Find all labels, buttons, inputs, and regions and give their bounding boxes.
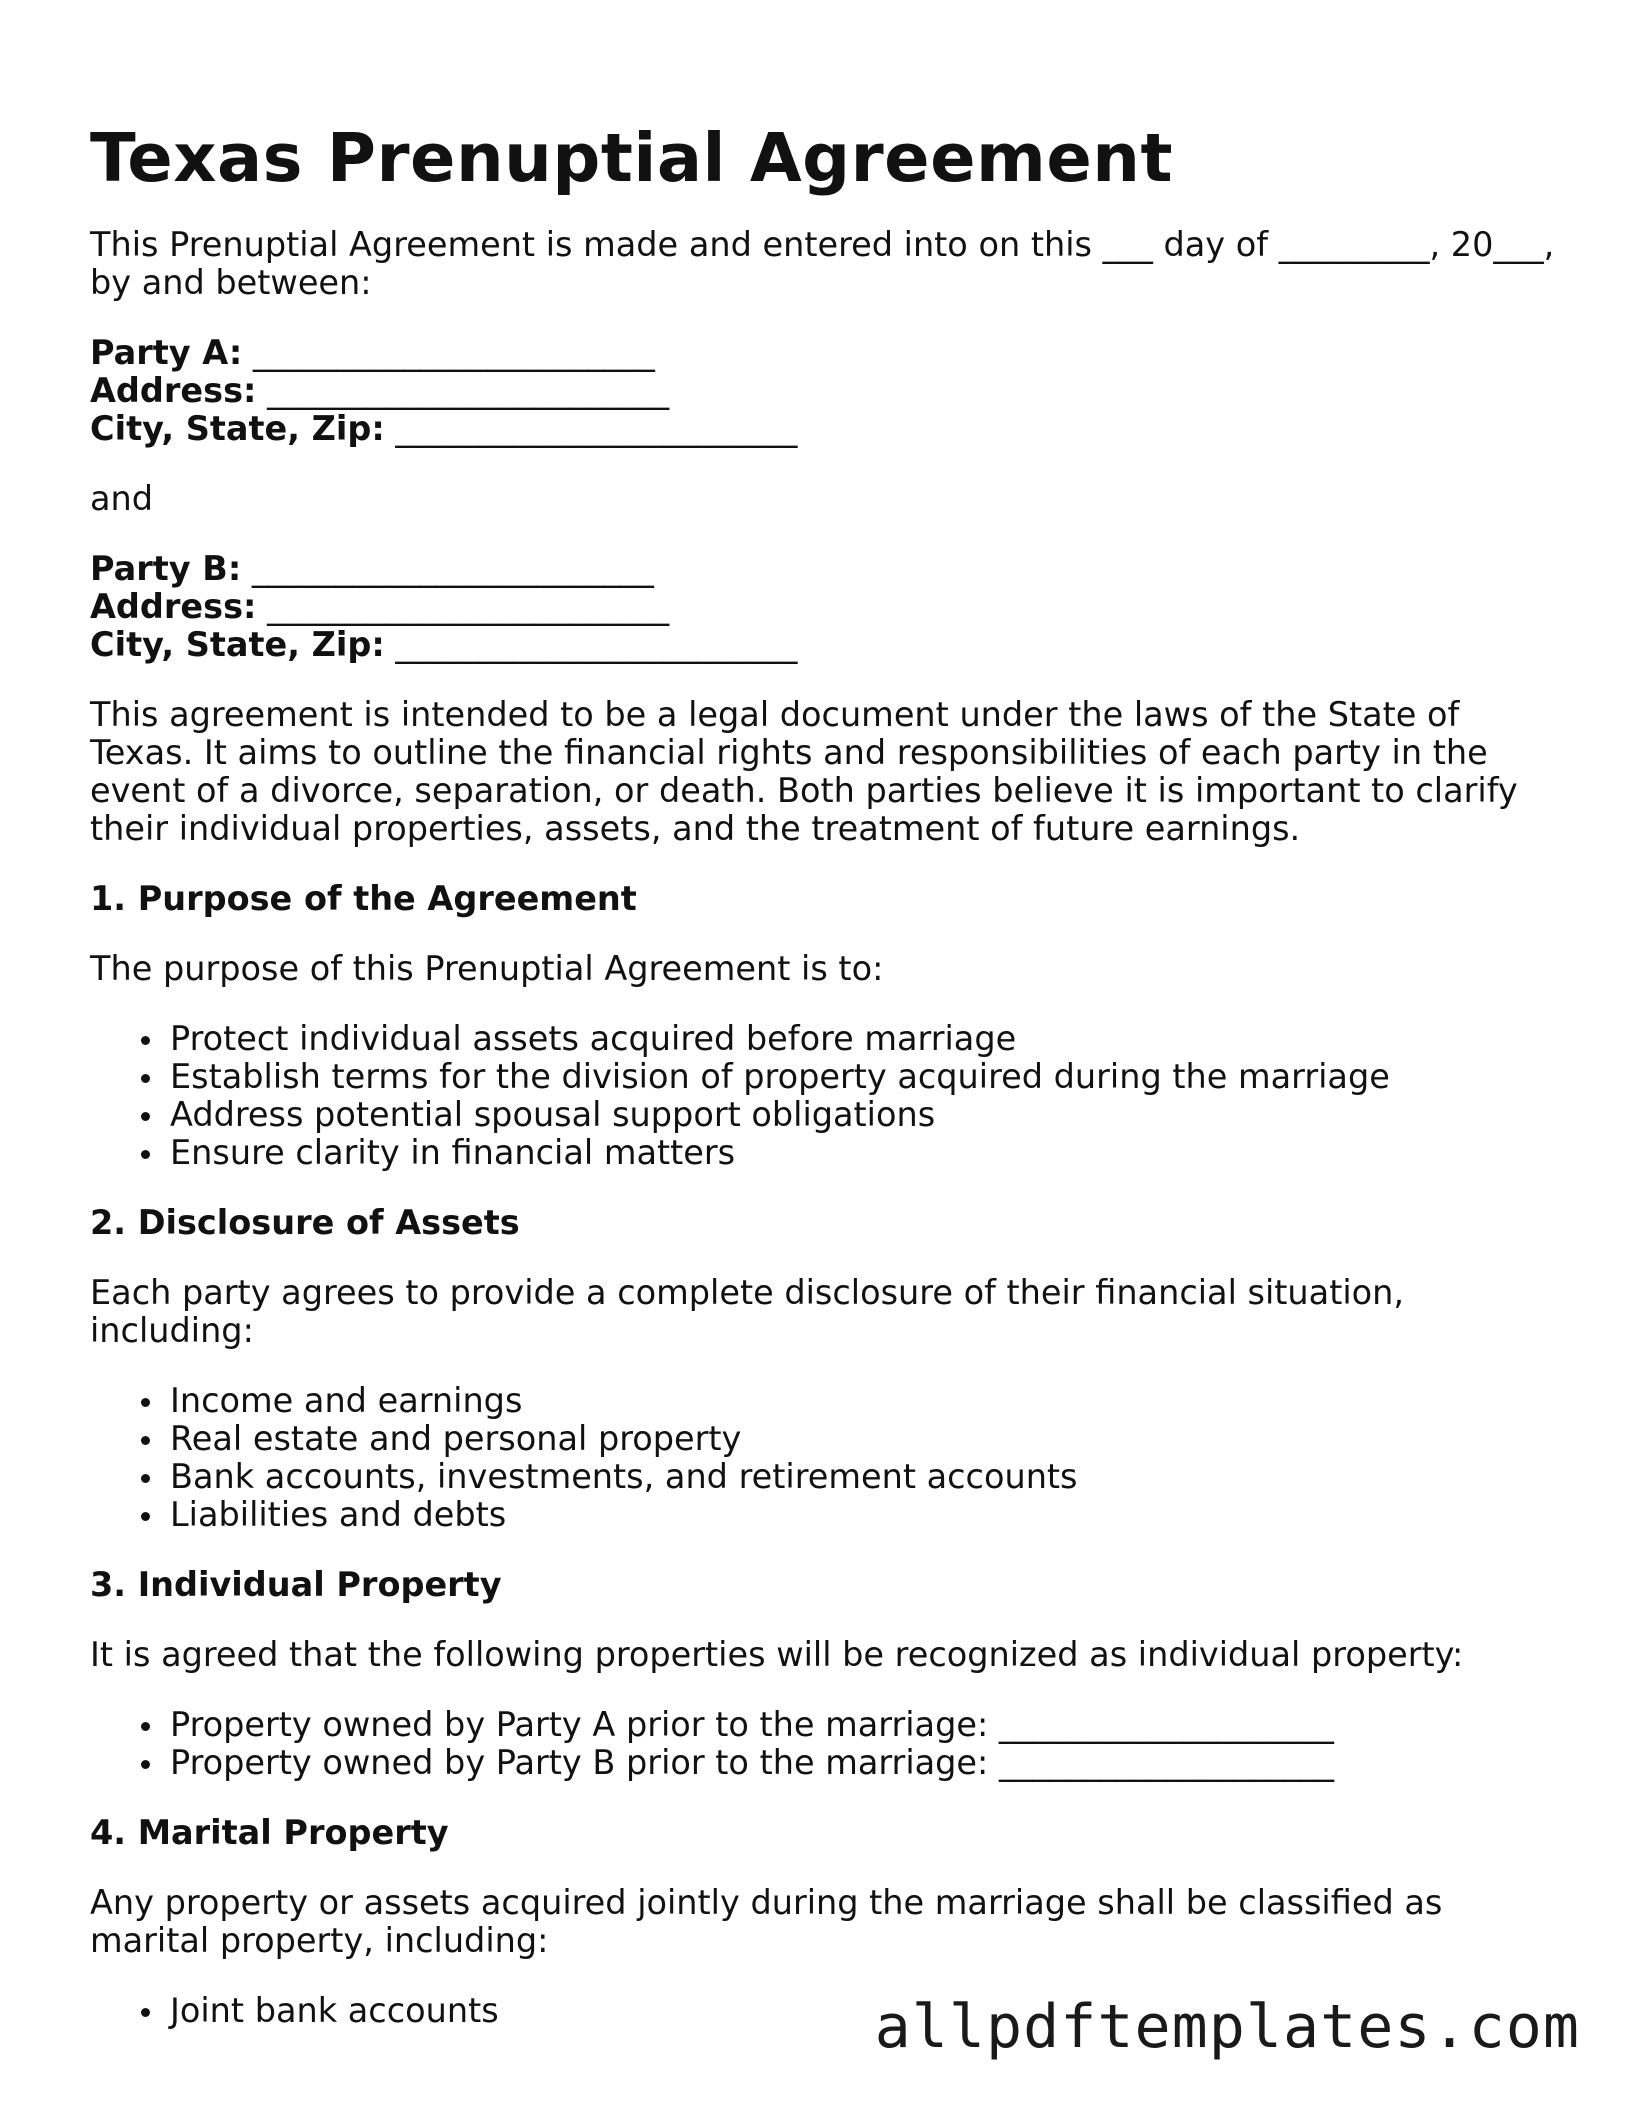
list-item: Address potential spousal support obligations: [170, 1096, 1560, 1134]
preamble-paragraph: This agreement is intended to be a legal document under the laws of the State of Texas. It aims to outline the financial rights and responsibilities of each party in the event of a divorce, separation, or death. Both parties believe it is important to clarify their individual properties, assets, and the treatment of future earnings.: [90, 695, 1518, 848]
party-b-name-blank: ________________________: [251, 549, 654, 588]
list-item: Establish terms for the division of property acquired during the marriage: [170, 1058, 1560, 1096]
intro-paragraph: This Prenuptial Agreement is made and entered into on this ___ day of _________, 20___, by and between:: [90, 225, 1555, 302]
section-2-heading: 2. Disclosure of Assets: [90, 1203, 520, 1242]
party-a-name-field: Party A: ________________________: [90, 333, 655, 372]
list-item: Protect individual assets acquired before marriage: [170, 1020, 1560, 1058]
section-1-list: [90, 1020, 1560, 1172]
party-b-city-field: City, State, Zip: ________________________: [90, 625, 798, 664]
party-b-address-blank: ________________________: [267, 587, 670, 626]
party-b-city-blank: ________________________: [395, 625, 798, 664]
party-a-city-blank: ________________________: [395, 409, 798, 448]
document-page: [90, 118, 1560, 2062]
list-item: Bank accounts, investments, and retirement accounts: [170, 1458, 1560, 1496]
section-3-list: [90, 1706, 1560, 1782]
party-a-name-blank: ________________________: [252, 333, 655, 372]
party-a-city-field: City, State, Zip: ________________________: [90, 409, 798, 448]
list-item: Property owned by Party A prior to the marriage: ____________________: [170, 1706, 1560, 1744]
party-b-name-field: Party B: ________________________: [90, 549, 654, 588]
section-3-text: It is agreed that the following properties will be recognized as individual property:: [90, 1635, 1464, 1674]
watermark: allpdftemplates.com: [874, 1992, 1580, 2062]
and-text: and: [90, 479, 154, 518]
party-a-block: [90, 334, 1560, 448]
list-item: Property owned by Party B prior to the marriage: ____________________: [170, 1744, 1560, 1782]
section-4-heading: 4. Marital Property: [90, 1813, 449, 1852]
list-item: Ensure clarity in financial matters: [170, 1134, 1560, 1172]
party-a-address-field: Address: ________________________: [90, 371, 670, 410]
section-1-heading: 1. Purpose of the Agreement: [90, 879, 637, 918]
section-3-heading: 3. Individual Property: [90, 1565, 502, 1604]
document-title: Texas Prenuptial Agreement: [90, 119, 1174, 197]
party-b-block: [90, 550, 1560, 664]
list-item: Liabilities and debts: [170, 1496, 1560, 1534]
list-item: Income and earnings: [170, 1382, 1560, 1420]
party-a-address-blank: ________________________: [267, 371, 670, 410]
section-4-text: Any property or assets acquired jointly during the marriage shall be classified as marital property, including:: [90, 1883, 1443, 1960]
section-1-text: The purpose of this Prenuptial Agreement is to:: [90, 949, 884, 988]
list-item: Joint bank accounts: [170, 1992, 1560, 2030]
list-item: Real estate and personal property: [170, 1420, 1560, 1458]
party-b-address-field: Address: ________________________: [90, 587, 670, 626]
section-2-list: [90, 1382, 1560, 1534]
section-2-text: Each party agrees to provide a complete disclosure of their financial situation, including:: [90, 1273, 1405, 1350]
